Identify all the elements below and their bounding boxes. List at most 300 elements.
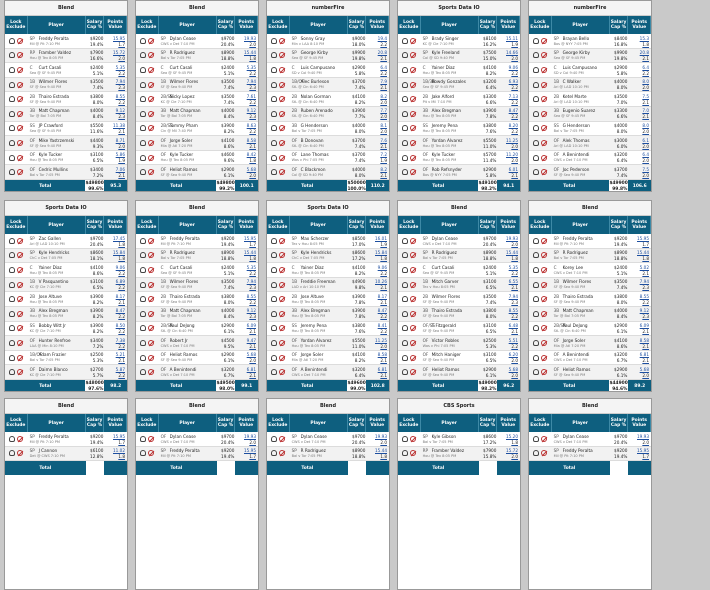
- lock-icon[interactable]: [140, 140, 146, 146]
- points-cell[interactable]: 6.09 2.1: [246, 323, 256, 335]
- lock-icon[interactable]: [533, 52, 539, 58]
- points-cell[interactable]: 6.01 2.1: [508, 166, 518, 178]
- lock-icon[interactable]: [271, 111, 277, 117]
- points-cell[interactable]: 19.93 2.0: [244, 433, 256, 445]
- points-cell[interactable]: 8.58 2.1: [246, 137, 256, 149]
- lock-icon[interactable]: [271, 369, 277, 375]
- points-cell[interactable]: 7.94 2.3: [508, 293, 518, 305]
- exclude-icon[interactable]: [148, 125, 154, 131]
- lock-icon[interactable]: [402, 325, 408, 331]
- exclude-icon[interactable]: [541, 111, 547, 117]
- points-cell[interactable]: 6.20 2.0: [508, 352, 518, 364]
- points-cell[interactable]: 8.55 2.2: [246, 293, 256, 305]
- lock-icon[interactable]: [271, 67, 277, 73]
- lock-icon[interactable]: [271, 325, 277, 331]
- points-cell[interactable]: 15.3 1.8: [639, 35, 649, 47]
- exclude-icon[interactable]: [410, 67, 416, 73]
- exclude-icon[interactable]: [541, 252, 547, 258]
- exclude-icon[interactable]: [541, 282, 547, 288]
- exclude-icon[interactable]: [410, 169, 416, 175]
- lock-icon[interactable]: [271, 296, 277, 302]
- exclude-icon[interactable]: [410, 38, 416, 44]
- lock-icon[interactable]: [271, 252, 277, 258]
- points-cell[interactable]: 15.84 1.8: [375, 250, 387, 262]
- points-cell[interactable]: 15.44 1.8: [244, 50, 256, 62]
- exclude-icon[interactable]: [17, 238, 23, 244]
- exclude-icon[interactable]: [279, 125, 285, 131]
- lock-icon[interactable]: [9, 325, 15, 331]
- lock-icon[interactable]: [402, 67, 408, 73]
- lock-icon[interactable]: [533, 450, 539, 456]
- lock-icon[interactable]: [140, 238, 146, 244]
- lock-icon[interactable]: [9, 169, 15, 175]
- lock-icon[interactable]: [533, 252, 539, 258]
- points-cell[interactable]: 7.5 2.0: [642, 166, 649, 178]
- points-cell[interactable]: 19.4 2.2: [377, 35, 387, 47]
- lock-icon[interactable]: [140, 125, 146, 131]
- points-cell[interactable]: 7.94 2.3: [246, 79, 256, 91]
- lock-icon[interactable]: [402, 82, 408, 88]
- points-cell[interactable]: 17.45 1.8: [113, 235, 125, 247]
- lock-icon[interactable]: [9, 140, 15, 146]
- exclude-icon[interactable]: [17, 67, 23, 73]
- exclude-icon[interactable]: [541, 325, 547, 331]
- points-cell[interactable]: 5.35 2.2: [508, 264, 518, 276]
- points-cell[interactable]: 6.81 2.1: [639, 352, 649, 364]
- lock-icon[interactable]: [9, 238, 15, 244]
- points-cell[interactable]: 11.25 2.0: [506, 137, 518, 149]
- exclude-icon[interactable]: [279, 140, 285, 146]
- lock-icon[interactable]: [9, 296, 15, 302]
- points-cell[interactable]: 5.02 2.1: [639, 264, 649, 276]
- points-cell[interactable]: 15.95 1.7: [113, 433, 125, 445]
- lock-icon[interactable]: [402, 296, 408, 302]
- exclude-icon[interactable]: [410, 311, 416, 317]
- points-cell[interactable]: 7.94 2.3: [246, 279, 256, 291]
- exclude-icon[interactable]: [410, 82, 416, 88]
- points-cell[interactable]: 6.89 2.2: [115, 279, 125, 291]
- lock-icon[interactable]: [9, 125, 15, 131]
- exclude-icon[interactable]: [17, 311, 23, 317]
- exclude-icon[interactable]: [541, 450, 547, 456]
- exclude-icon[interactable]: [279, 355, 285, 361]
- exclude-icon[interactable]: [410, 125, 416, 131]
- exclude-icon[interactable]: [541, 140, 547, 146]
- points-cell[interactable]: 9.12 2.3: [246, 308, 256, 320]
- exclude-icon[interactable]: [410, 282, 416, 288]
- exclude-icon[interactable]: [279, 267, 285, 273]
- lock-icon[interactable]: [271, 125, 277, 131]
- exclude-icon[interactable]: [410, 140, 416, 146]
- lock-icon[interactable]: [533, 267, 539, 273]
- points-cell[interactable]: 8.20 2.2: [508, 123, 518, 135]
- points-cell[interactable]: 19.93 2.0: [637, 433, 649, 445]
- points-cell[interactable]: 8.63 2.2: [246, 123, 256, 135]
- lock-icon[interactable]: [9, 355, 15, 361]
- lock-icon[interactable]: [533, 96, 539, 102]
- points-cell[interactable]: 8.58 2.1: [377, 352, 387, 364]
- lock-icon[interactable]: [402, 355, 408, 361]
- exclude-icon[interactable]: [410, 52, 416, 58]
- lock-icon[interactable]: [402, 169, 408, 175]
- exclude-icon[interactable]: [148, 96, 154, 102]
- lock-icon[interactable]: [140, 169, 146, 175]
- points-cell[interactable]: 8.0 2.0: [642, 123, 649, 135]
- exclude-icon[interactable]: [148, 238, 154, 244]
- points-cell[interactable]: 15.95 1.7: [113, 35, 125, 47]
- points-cell[interactable]: 11.20 2.0: [506, 152, 518, 164]
- exclude-icon[interactable]: [148, 282, 154, 288]
- points-cell[interactable]: 7.9 2.1: [380, 79, 387, 91]
- exclude-icon[interactable]: [541, 340, 547, 346]
- points-cell[interactable]: 8.41 2.2: [377, 323, 387, 335]
- exclude-icon[interactable]: [148, 369, 154, 375]
- lock-icon[interactable]: [402, 369, 408, 375]
- lock-icon[interactable]: [533, 140, 539, 146]
- lock-icon[interactable]: [533, 340, 539, 346]
- exclude-icon[interactable]: [148, 155, 154, 161]
- points-cell[interactable]: 8.58 2.1: [639, 337, 649, 349]
- points-cell[interactable]: 7.13 2.2: [508, 93, 518, 105]
- exclude-icon[interactable]: [410, 369, 416, 375]
- points-cell[interactable]: 15.44 1.8: [506, 250, 518, 262]
- exclude-icon[interactable]: [279, 82, 285, 88]
- lock-icon[interactable]: [402, 252, 408, 258]
- exclude-icon[interactable]: [17, 52, 23, 58]
- points-cell[interactable]: 9.12 2.3: [246, 108, 256, 120]
- exclude-icon[interactable]: [279, 238, 285, 244]
- points-cell[interactable]: 8.47 2.2: [508, 108, 518, 120]
- points-cell[interactable]: 5.21 2.1: [115, 352, 125, 364]
- exclude-icon[interactable]: [410, 111, 416, 117]
- points-cell[interactable]: 15.72 2.0: [113, 50, 125, 62]
- points-cell[interactable]: 6.93 2.2: [508, 79, 518, 91]
- exclude-icon[interactable]: [541, 52, 547, 58]
- lock-icon[interactable]: [402, 52, 408, 58]
- points-cell[interactable]: 7.6 2.1: [380, 137, 387, 149]
- exclude-icon[interactable]: [279, 67, 285, 73]
- lock-icon[interactable]: [140, 155, 146, 161]
- points-cell[interactable]: 20.8 2.1: [639, 50, 649, 62]
- lock-icon[interactable]: [402, 450, 408, 456]
- exclude-icon[interactable]: [541, 155, 547, 161]
- points-cell[interactable]: 5.35 2.2: [115, 64, 125, 76]
- exclude-icon[interactable]: [148, 52, 154, 58]
- points-cell[interactable]: 5.68 2.0: [246, 352, 256, 364]
- lock-icon[interactable]: [140, 267, 146, 273]
- lock-icon[interactable]: [402, 340, 408, 346]
- exclude-icon[interactable]: [17, 325, 23, 331]
- lock-icon[interactable]: [9, 369, 15, 375]
- exclude-icon[interactable]: [279, 311, 285, 317]
- exclude-icon[interactable]: [410, 450, 416, 456]
- points-cell[interactable]: 7.38 2.2: [115, 337, 125, 349]
- points-cell[interactable]: 7.7 2.0: [380, 108, 387, 120]
- exclude-icon[interactable]: [541, 96, 547, 102]
- exclude-icon[interactable]: [410, 296, 416, 302]
- lock-icon[interactable]: [140, 436, 146, 442]
- lock-icon[interactable]: [402, 155, 408, 161]
- lock-icon[interactable]: [402, 238, 408, 244]
- exclude-icon[interactable]: [410, 96, 416, 102]
- exclude-icon[interactable]: [17, 96, 23, 102]
- lock-icon[interactable]: [533, 311, 539, 317]
- points-cell[interactable]: 14.66 2.0: [506, 50, 518, 62]
- lock-icon[interactable]: [9, 252, 15, 258]
- points-cell[interactable]: 8.50 2.2: [115, 323, 125, 335]
- exclude-icon[interactable]: [279, 340, 285, 346]
- lock-icon[interactable]: [140, 67, 146, 73]
- lock-icon[interactable]: [140, 340, 146, 346]
- exclude-icon[interactable]: [541, 436, 547, 442]
- lock-icon[interactable]: [271, 436, 277, 442]
- lock-icon[interactable]: [140, 82, 146, 88]
- points-cell[interactable]: 6.55 2.1: [508, 279, 518, 291]
- lock-icon[interactable]: [9, 38, 15, 44]
- exclude-icon[interactable]: [541, 369, 547, 375]
- lock-icon[interactable]: [140, 450, 146, 456]
- points-cell[interactable]: 11.02 1.8: [113, 448, 125, 460]
- exclude-icon[interactable]: [541, 169, 547, 175]
- lock-icon[interactable]: [140, 369, 146, 375]
- lock-icon[interactable]: [533, 111, 539, 117]
- lock-icon[interactable]: [402, 267, 408, 273]
- points-cell[interactable]: 5.87 2.2: [115, 366, 125, 378]
- points-cell[interactable]: 15.95 1.7: [244, 235, 256, 247]
- exclude-icon[interactable]: [148, 82, 154, 88]
- points-cell[interactable]: 15.95 1.7: [637, 448, 649, 460]
- points-cell[interactable]: 15.44 1.8: [375, 448, 387, 460]
- lock-icon[interactable]: [533, 238, 539, 244]
- points-cell[interactable]: 5.86 1.9: [115, 152, 125, 164]
- exclude-icon[interactable]: [279, 38, 285, 44]
- exclude-icon[interactable]: [17, 82, 23, 88]
- lock-icon[interactable]: [271, 340, 277, 346]
- points-cell[interactable]: 8.0 2.0: [642, 79, 649, 91]
- lock-icon[interactable]: [140, 96, 146, 102]
- lock-icon[interactable]: [533, 296, 539, 302]
- points-cell[interactable]: 9.47 2.1: [246, 337, 256, 349]
- exclude-icon[interactable]: [279, 450, 285, 456]
- points-cell[interactable]: 15.84 1.8: [113, 250, 125, 262]
- lock-icon[interactable]: [271, 169, 277, 175]
- exclude-icon[interactable]: [410, 436, 416, 442]
- points-cell[interactable]: 15.44 1.8: [637, 250, 649, 262]
- points-cell[interactable]: 7.61 2.2: [246, 93, 256, 105]
- exclude-icon[interactable]: [279, 52, 285, 58]
- lock-icon[interactable]: [271, 52, 277, 58]
- exclude-icon[interactable]: [279, 325, 285, 331]
- lock-icon[interactable]: [533, 369, 539, 375]
- lock-icon[interactable]: [271, 311, 277, 317]
- lock-icon[interactable]: [271, 82, 277, 88]
- lock-icon[interactable]: [533, 355, 539, 361]
- exclude-icon[interactable]: [17, 355, 23, 361]
- exclude-icon[interactable]: [410, 252, 416, 258]
- lock-icon[interactable]: [271, 155, 277, 161]
- points-cell[interactable]: 7.0 2.1: [642, 108, 649, 120]
- lock-icon[interactable]: [271, 96, 277, 102]
- lock-icon[interactable]: [533, 82, 539, 88]
- lock-icon[interactable]: [271, 355, 277, 361]
- points-cell[interactable]: 7.94 2.3: [639, 279, 649, 291]
- exclude-icon[interactable]: [17, 111, 23, 117]
- lock-icon[interactable]: [271, 140, 277, 146]
- points-cell[interactable]: 6.4 2.2: [642, 64, 649, 76]
- lock-icon[interactable]: [9, 82, 15, 88]
- exclude-icon[interactable]: [410, 340, 416, 346]
- lock-icon[interactable]: [402, 436, 408, 442]
- points-cell[interactable]: 5.68 2.0: [246, 166, 256, 178]
- points-cell[interactable]: 5.35 2.2: [246, 264, 256, 276]
- points-cell[interactable]: 6.81 2.1: [246, 366, 256, 378]
- lock-icon[interactable]: [533, 67, 539, 73]
- exclude-icon[interactable]: [541, 296, 547, 302]
- exclude-icon[interactable]: [410, 267, 416, 273]
- points-cell[interactable]: 8.42 1.8: [246, 152, 256, 164]
- points-cell[interactable]: 15.95 1.7: [244, 448, 256, 460]
- exclude-icon[interactable]: [17, 282, 23, 288]
- points-cell[interactable]: 19.93 2.0: [244, 35, 256, 47]
- points-cell[interactable]: 5.35 2.2: [246, 64, 256, 76]
- lock-icon[interactable]: [140, 311, 146, 317]
- lock-icon[interactable]: [9, 436, 15, 442]
- points-cell[interactable]: 15.11 1.9: [506, 35, 518, 47]
- exclude-icon[interactable]: [148, 340, 154, 346]
- points-cell[interactable]: 9.06 2.2: [377, 264, 387, 276]
- points-cell[interactable]: 8.71 2.0: [115, 137, 125, 149]
- exclude-icon[interactable]: [17, 267, 23, 273]
- exclude-icon[interactable]: [148, 252, 154, 258]
- points-cell[interactable]: 5.51 2.2: [508, 337, 518, 349]
- lock-icon[interactable]: [533, 169, 539, 175]
- points-cell[interactable]: 11.25 2.0: [375, 337, 387, 349]
- lock-icon[interactable]: [140, 296, 146, 302]
- lock-icon[interactable]: [140, 52, 146, 58]
- exclude-icon[interactable]: [410, 238, 416, 244]
- exclude-icon[interactable]: [17, 169, 23, 175]
- points-cell[interactable]: 8.17 2.1: [115, 293, 125, 305]
- lock-icon[interactable]: [533, 282, 539, 288]
- lock-icon[interactable]: [402, 111, 408, 117]
- points-cell[interactable]: 15.20 1.8: [506, 433, 518, 445]
- exclude-icon[interactable]: [17, 252, 23, 258]
- lock-icon[interactable]: [140, 252, 146, 258]
- points-cell[interactable]: 8.55 2.2: [115, 93, 125, 105]
- exclude-icon[interactable]: [17, 369, 23, 375]
- points-cell[interactable]: 16.01 1.9: [375, 235, 387, 247]
- exclude-icon[interactable]: [410, 355, 416, 361]
- exclude-icon[interactable]: [148, 111, 154, 117]
- points-cell[interactable]: 9.06 2.2: [508, 64, 518, 76]
- exclude-icon[interactable]: [541, 125, 547, 131]
- lock-icon[interactable]: [533, 325, 539, 331]
- lock-icon[interactable]: [140, 38, 146, 44]
- lock-icon[interactable]: [402, 140, 408, 146]
- exclude-icon[interactable]: [279, 296, 285, 302]
- points-cell[interactable]: 11.38 2.1: [113, 123, 125, 135]
- exclude-icon[interactable]: [148, 355, 154, 361]
- lock-icon[interactable]: [9, 111, 15, 117]
- lock-icon[interactable]: [9, 450, 15, 456]
- lock-icon[interactable]: [9, 155, 15, 161]
- lock-icon[interactable]: [9, 52, 15, 58]
- exclude-icon[interactable]: [279, 436, 285, 442]
- points-cell[interactable]: 9.12 2.3: [115, 108, 125, 120]
- points-cell[interactable]: 6.09 2.1: [639, 323, 649, 335]
- points-cell[interactable]: 8.1 2.0: [380, 123, 387, 135]
- points-cell[interactable]: 8.55 2.2: [639, 293, 649, 305]
- points-cell[interactable]: 15.44 1.8: [244, 250, 256, 262]
- exclude-icon[interactable]: [17, 450, 23, 456]
- exclude-icon[interactable]: [148, 267, 154, 273]
- points-cell[interactable]: 20.8 2.1: [377, 50, 387, 62]
- lock-icon[interactable]: [9, 340, 15, 346]
- exclude-icon[interactable]: [541, 267, 547, 273]
- exclude-icon[interactable]: [279, 252, 285, 258]
- exclude-icon[interactable]: [410, 155, 416, 161]
- points-cell[interactable]: 8.2 2.0: [380, 93, 387, 105]
- lock-icon[interactable]: [271, 267, 277, 273]
- exclude-icon[interactable]: [17, 155, 23, 161]
- exclude-icon[interactable]: [541, 238, 547, 244]
- points-cell[interactable]: 8.47 2.2: [377, 308, 387, 320]
- exclude-icon[interactable]: [17, 436, 23, 442]
- exclude-icon[interactable]: [541, 355, 547, 361]
- lock-icon[interactable]: [533, 38, 539, 44]
- points-cell[interactable]: 8.17 2.1: [377, 293, 387, 305]
- points-cell[interactable]: 9.06 2.2: [115, 264, 125, 276]
- lock-icon[interactable]: [402, 282, 408, 288]
- lock-icon[interactable]: [271, 282, 277, 288]
- exclude-icon[interactable]: [17, 38, 23, 44]
- lock-icon[interactable]: [9, 282, 15, 288]
- points-cell[interactable]: 6.1 2.0: [642, 137, 649, 149]
- exclude-icon[interactable]: [17, 140, 23, 146]
- exclude-icon[interactable]: [17, 296, 23, 302]
- lock-icon[interactable]: [9, 267, 15, 273]
- points-cell[interactable]: 15.72 2.0: [506, 448, 518, 460]
- points-cell[interactable]: 7.94 2.3: [115, 79, 125, 91]
- lock-icon[interactable]: [533, 436, 539, 442]
- exclude-icon[interactable]: [279, 111, 285, 117]
- lock-icon[interactable]: [9, 96, 15, 102]
- exclude-icon[interactable]: [410, 325, 416, 331]
- points-cell[interactable]: 5.68 2.0: [508, 366, 518, 378]
- lock-icon[interactable]: [140, 355, 146, 361]
- points-cell[interactable]: 6.81 2.1: [377, 366, 387, 378]
- exclude-icon[interactable]: [148, 450, 154, 456]
- exclude-icon[interactable]: [279, 96, 285, 102]
- points-cell[interactable]: 9.12 2.3: [639, 308, 649, 320]
- lock-icon[interactable]: [9, 311, 15, 317]
- exclude-icon[interactable]: [148, 169, 154, 175]
- points-cell[interactable]: 7.5 2.1: [642, 93, 649, 105]
- points-cell[interactable]: 5.68 2.0: [639, 366, 649, 378]
- lock-icon[interactable]: [271, 238, 277, 244]
- exclude-icon[interactable]: [148, 436, 154, 442]
- lock-icon[interactable]: [271, 450, 277, 456]
- lock-icon[interactable]: [402, 125, 408, 131]
- points-cell[interactable]: 10.26 2.1: [375, 279, 387, 291]
- exclude-icon[interactable]: [279, 155, 285, 161]
- lock-icon[interactable]: [140, 111, 146, 117]
- points-cell[interactable]: 6.4 2.0: [642, 152, 649, 164]
- points-cell[interactable]: 19.93 2.0: [506, 235, 518, 247]
- exclude-icon[interactable]: [17, 340, 23, 346]
- points-cell[interactable]: 7.06 2.1: [115, 166, 125, 178]
- exclude-icon[interactable]: [148, 325, 154, 331]
